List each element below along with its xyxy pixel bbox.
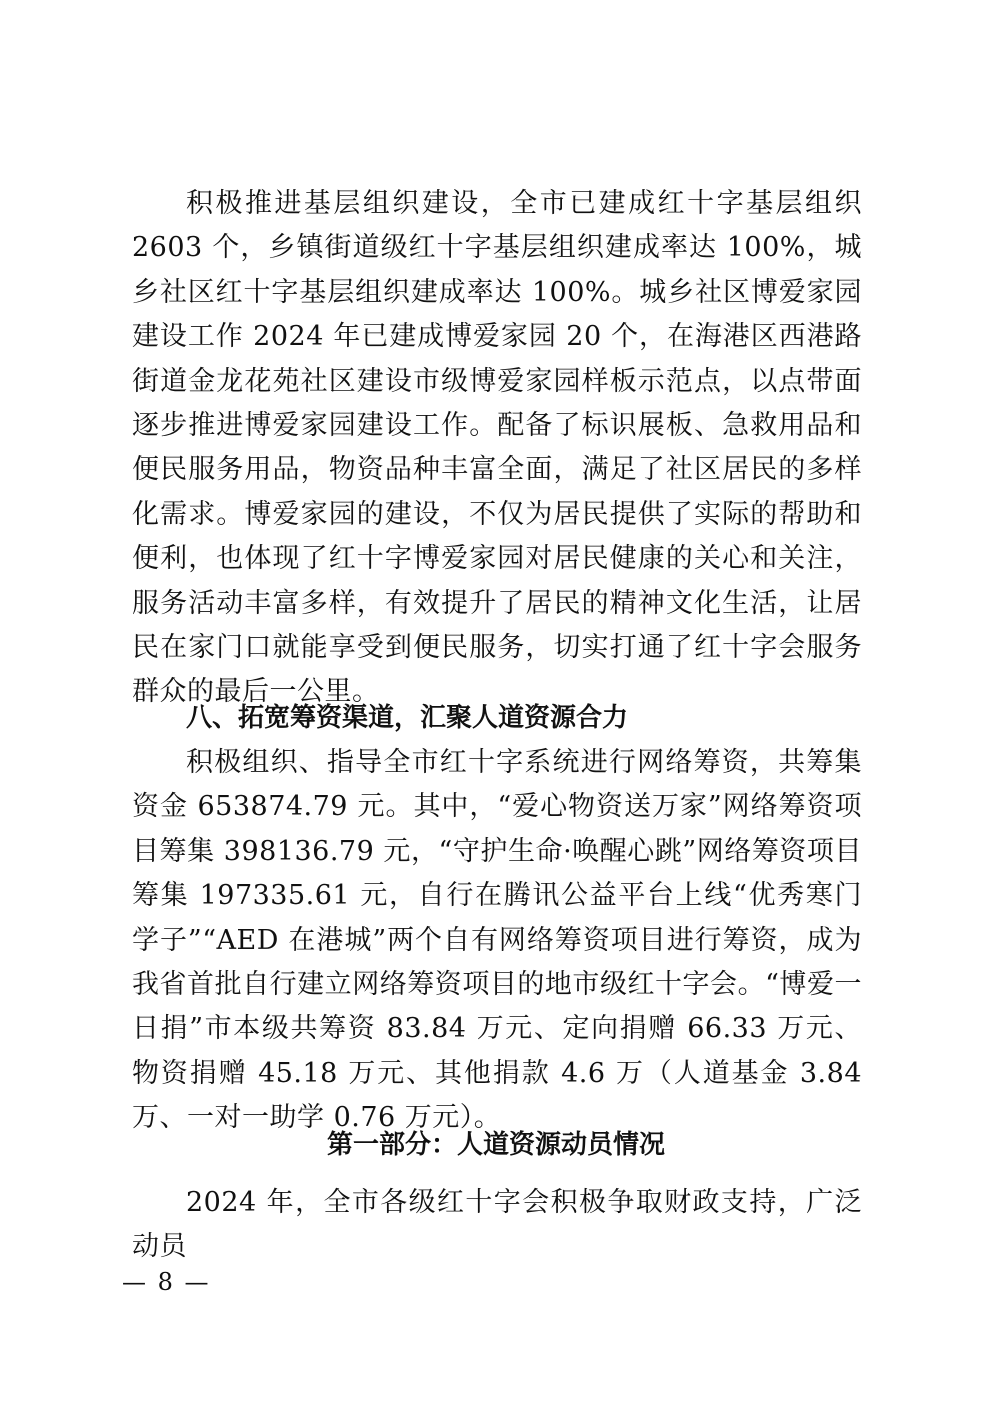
page-number: — 8 — [122, 1268, 211, 1296]
paragraph-online-fundraising: 积极组织、指导全市红十字系统进行网络筹资，共筹集资金 653874.79 元。其中，“爱心物资送万家”网络筹资项目筹集 398136.79 元，“守护生命·唤醒心跳”网络筹资项目筹集 197335.61 元，自行在腾讯公益平台上线“优秀寒门学子”“AED 在港城”两个自有网络筹资项目进行筹资，成为我省首批自行建立网络筹资项目的地市级红十字会。“博爱一日捐”市本级共筹资 83.84 万元、定向捐赠 66.33 万元、物资捐赠 45.18 万元、其他捐款 4.6 万（人道基金 3.84 万、一对一助学 0.76 万元）。 [132, 747, 862, 1134]
paragraph-grassroots-organization: 积极推进基层组织建设，全市已建成红十字基层组织 2603 个，乡镇街道级红十字基层组织建成率达 100%，城乡社区红十字基层组织建成率达 100%。城乡社区博爱家园建设工作 2024 年已建成博爱家园 20 个，在海港区西港路街道金龙花苑社区建设市级博爱家园样板示范点，以点带面逐步推进博爱家园建设工作。配备了标识展板、急救用品和便民服务用品，物资品种丰富全面，满足了社区居民的多样化需求。博爱家园的建设，不仅为居民提供了实际的帮助和便利，也体现了红十字博爱家园对居民健康的关心和关注，服务活动丰富多样，有效提升了居民的精神文化生活，让居民在家门口就能享受到便民服务，切实打通了红十字会服务群众的最后一公里。 [132, 188, 862, 708]
part-heading-resource-mobilization: 第一部分：人道资源动员情况 [326, 1130, 665, 1160]
section-heading-fundraising: 八、拓宽筹资渠道，汇聚人道资源合力 [186, 703, 629, 733]
paragraph-financial-support: 2024 年，全市各级红十字会积极争取财政支持，广泛动员 [132, 1187, 862, 1263]
